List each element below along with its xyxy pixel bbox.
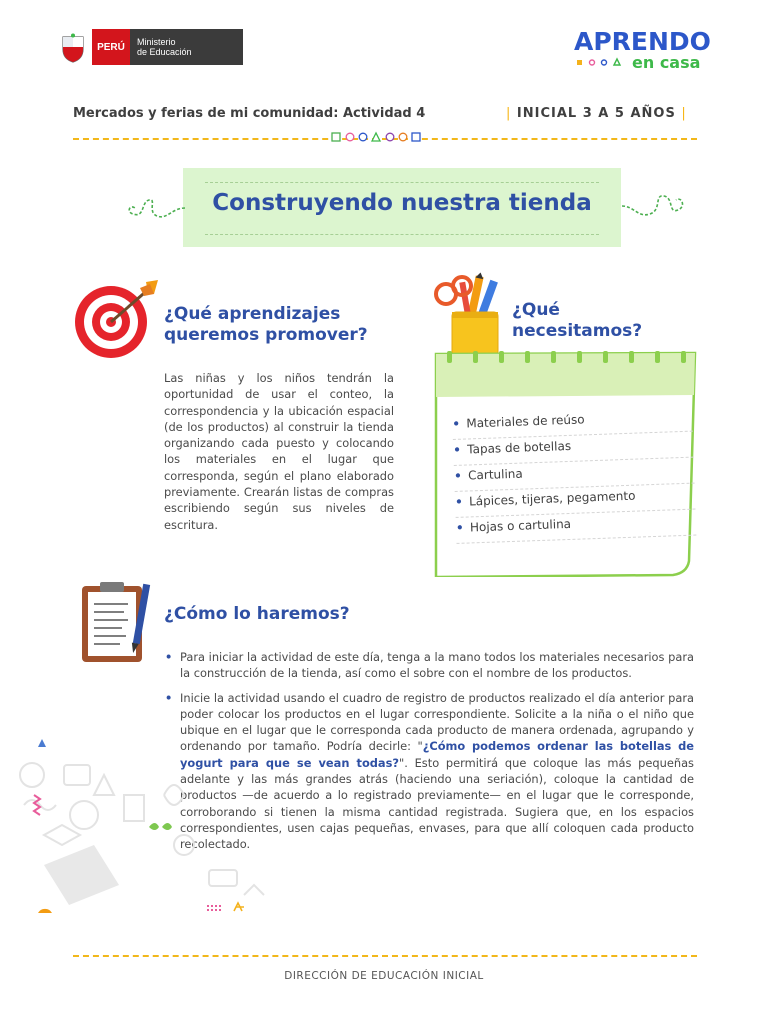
ministry-logo [130, 29, 243, 65]
divider-bottom [73, 955, 697, 957]
shapes-ornament-icon [330, 130, 440, 144]
needs-heading-line-1: ¿Qué [512, 300, 560, 320]
needs-heading-line-2: necesitamos? [512, 321, 643, 341]
brand-top-text: APRENDO [574, 27, 711, 56]
brand-dots-icon [577, 59, 620, 65]
learning-paragraph: Las niñas y los niños tendrán la oportunidad de usar el conteo, la correspondencia y la ubicación espacial (de los productos) al construir la tienda organizando cada puesto y colocando los materiales en el lugar que corresponda, según el plano elaborado previamente. Crearán listas de compras escribiendo según sus niveles de escritura. [164, 371, 394, 532]
target-icon [68, 278, 160, 364]
swirl-right-icon [620, 182, 686, 226]
pencil-cup-icon [432, 272, 516, 358]
footer-text: DIRECCIÓN DE EDUCACIÓN INICIAL [284, 970, 484, 982]
ministry-line-2: de Educación [137, 47, 192, 57]
list-item: • Lápices, tijeras, pegamento [455, 484, 696, 518]
national-crest-icon [58, 33, 88, 63]
clipboard-icon [80, 578, 156, 666]
learning-heading-line-1: ¿Qué aprendizajes [164, 304, 341, 324]
brand-bottom-text: en casa [632, 53, 701, 72]
example-question: ¿Cómo podemos ordenar las botellas de yogurt para que se vean todas? [180, 739, 695, 770]
swirl-left-icon [127, 188, 187, 228]
level-text: INICIAL 3 A 5 AÑOS [516, 106, 676, 121]
bullet-text: ". Esto permitirá que coloque las más pequeñas adelante y las más grandes atrás (haciendo una seriación), coloque la cantidad de productos —de acuerdo a lo registrado previamente— en el lugar que le corresponde, corroborando si tienen la misma cantidad registrada. Sugiera que, en los espacios correspondientes, usen cajas pequeñas, envases, para que allí coloquen cada producto recolectado. [180, 755, 694, 852]
aprendo-en-casa-logo [574, 26, 716, 74]
list-item: • Materiales de reúso [452, 406, 693, 440]
list-item: • Cartulina [454, 458, 695, 492]
learning-heading-line-2: queremos promover? [164, 325, 368, 345]
needs-list [452, 406, 696, 544]
page-title: Construyendo nuestra tienda [212, 190, 592, 216]
bullet-text: Inicie la actividad usando el cuadro de registro de productos realizado el día anterior para poder colocar los productos en el lugar correspondiente. Solicite a la niña o el niño que ubique en el lugar que le corresponda cada producto de manera ordenada, agrupando y ordenando por tamaño. Podría decirle: " [180, 690, 694, 754]
peru-logo: PERÚ [92, 29, 130, 65]
level-label: | INICIAL 3 A 5 AÑOS | [506, 106, 687, 121]
list-item: • Hojas o cartulina [456, 510, 697, 544]
learning-heading [164, 304, 368, 346]
list-item: • Para iniciar la actividad de este día, tenga a la mano todos los materiales necesarios para la construcción de la tienda, así como el sobre con el nombre de los productos. [164, 649, 694, 682]
list-item: • Tapas de botellas [453, 432, 694, 466]
ministry-line-1: Ministerio [137, 37, 176, 47]
how-heading: ¿Cómo lo haremos? [164, 604, 350, 624]
activity-title: Mercados y ferias de mi comunidad: Actividad 4 [73, 106, 426, 121]
decorative-doodles-icon [14, 735, 294, 925]
needs-heading [512, 300, 642, 342]
